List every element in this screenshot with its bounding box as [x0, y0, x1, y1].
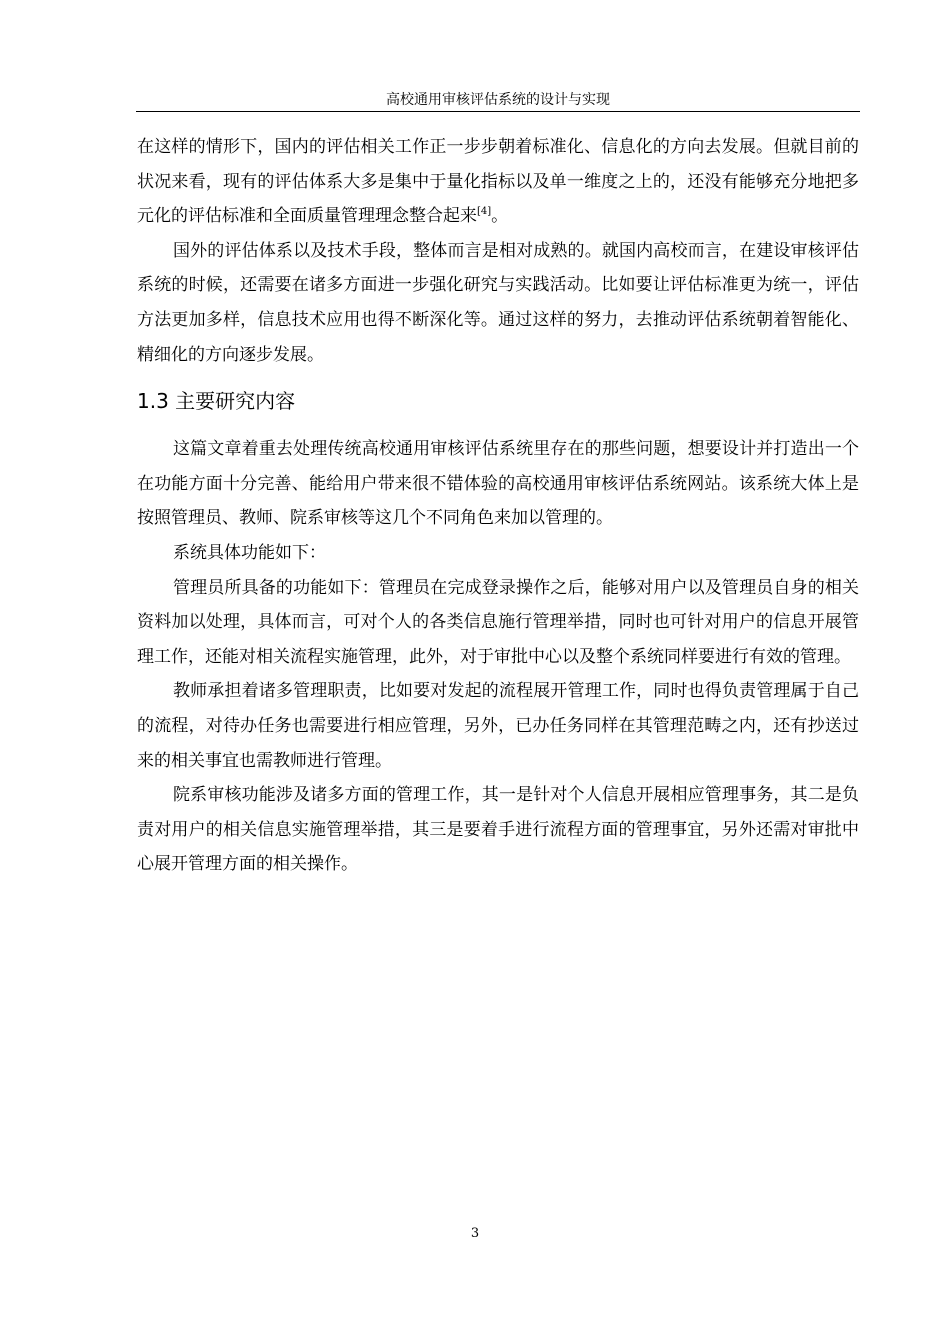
paragraph-tail: 。	[491, 206, 509, 227]
paragraph	[137, 130, 859, 234]
page-number: 3	[470, 1226, 480, 1241]
paragraph-text: 在这样的情形下，国内的评估相关工作正一步步朝着标准化、信息化的方向去发展。但就目前的状况来看，现有的评估体系大多是集中于量化指标以及单一维度之上的，还没有能够充分地把多元化的评估标准和全面质量管理理念整合起来	[137, 137, 859, 227]
paragraph: 教师承担着诸多管理职责，比如要对发起的流程展开管理工作，同时也得负责管理属于自己的流程，对待办任务也需要进行相应管理，另外，已办任务同样在其管理范畴之内，还有抄送过来的相关事宜也需教师进行管理。	[137, 681, 859, 771]
paragraph: 系统具体功能如下：	[173, 542, 326, 563]
paragraph: 国外的评估体系以及技术手段，整体而言是相对成熟的。就国内高校而言，在建设审核评估系统的时候，还需要在诸多方面进一步强化研究与实践活动。比如要让评估标准更为统一，评估方法更加多样，信息技术应用也得不断深化等。通过这样的努力，去推动评估系统朝着智能化、精细化的方向逐步发展。	[137, 240, 859, 365]
page-body	[137, 130, 859, 882]
citation-reference[interactable]: [4]	[477, 206, 492, 218]
header-rule	[136, 111, 860, 112]
section-heading: 1.3 主要研究内容	[137, 389, 296, 414]
paragraph: 管理员所具备的功能如下：管理员在完成登录操作之后，能够对用户以及管理员自身的相关资料加以处理，具体而言，可对个人的各类信息施行管理举措，同时也可针对用户的信息开展管理工作，还能对相关流程实施管理，此外，对于审批中心以及整个系统同样要进行有效的管理。	[137, 577, 859, 667]
paragraph: 院系审核功能涉及诸多方面的管理工作，其一是针对个人信息开展相应管理事务，其二是负责对用户的相关信息实施管理举措，其三是要着手进行流程方面的管理事宜，另外还需对审批中心展开管理方面的相关操作。	[137, 785, 859, 875]
running-header: 高校通用审核评估系统的设计与实现	[386, 92, 610, 108]
paragraph: 这篇文章着重去处理传统高校通用审核评估系统里存在的那些问题，想要设计并打造出一个在功能方面十分完善、能给用户带来很不错体验的高校通用审核评估系统网站。该系统大体上是按照管理员、教师、院系审核等这几个不同角色来加以管理的。	[137, 439, 859, 529]
